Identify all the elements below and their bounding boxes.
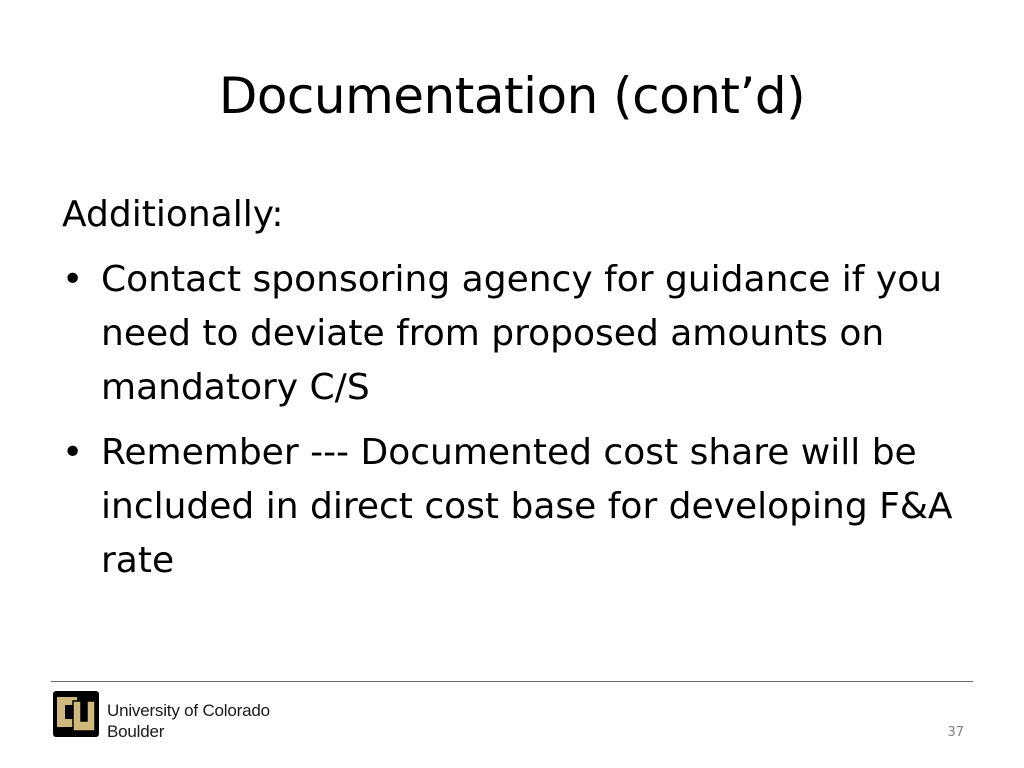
page-number: 37 bbox=[947, 725, 964, 740]
cu-logo-icon bbox=[53, 691, 99, 737]
org-name bbox=[107, 700, 270, 742]
bullet-text: Contact sponsoring agency for guidance if you need to deviate from proposed amounts on mandatory C/S bbox=[101, 259, 943, 408]
intro-text: Additionally: bbox=[62, 194, 284, 235]
footer-divider bbox=[51, 681, 973, 682]
bullet-text: Remember --- Documented cost share will be included in direct cost base for developing F&A rate bbox=[101, 432, 953, 581]
slide-title: Documentation (cont’d) bbox=[218, 67, 806, 125]
bullet-item bbox=[62, 253, 982, 415]
bullet-list bbox=[62, 253, 982, 588]
bullet-icon: • bbox=[62, 259, 84, 300]
bullet-icon: • bbox=[62, 432, 84, 473]
slide-body bbox=[62, 188, 982, 588]
bullet-item bbox=[62, 426, 982, 588]
org-name-line1: University of Colorado bbox=[107, 701, 270, 720]
org-name-line2: Boulder bbox=[107, 722, 165, 741]
